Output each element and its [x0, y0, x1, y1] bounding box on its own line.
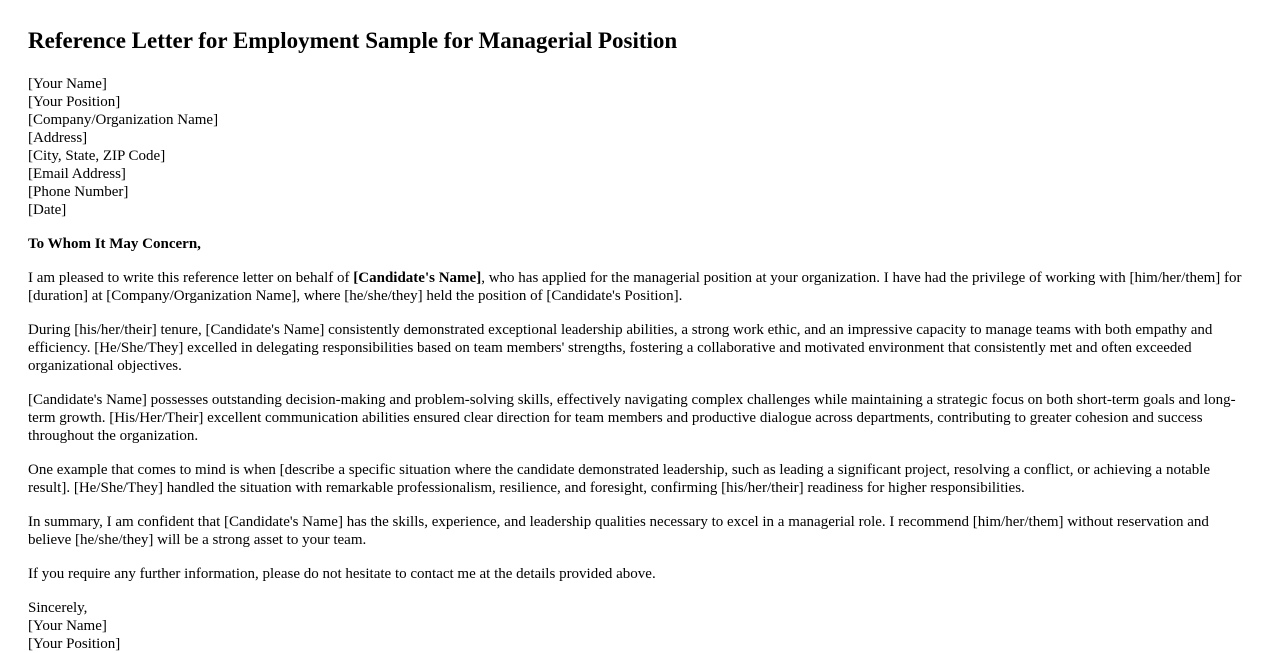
body-paragraph-example: One example that comes to mind is when [describe a specific situation where the candidate demonstrated leadership, such as leading a significant project, resolving a conflict, or achieving a notable result]. [He/She/They] handled the situation with remarkable professionalism, resilience, and foresight, confirming [his/her/their] readiness for higher responsibilities. — [28, 462, 1211, 496]
candidate-name-bold: [Candidate's Name] — [353, 270, 482, 286]
page-title: Reference Letter for Employment Sample for Managerial Position — [28, 28, 678, 53]
sender-email: [Email Address] — [28, 166, 126, 182]
intro-text-after: , who has applied for the managerial position at your organization. I have had the privilege of working with [him/her/them] for [duration] at [Company/Organization Name], where [he/she/they] held the position of [Candidate's Position]. — [28, 270, 1242, 304]
sender-city-state-zip: [City, State, ZIP Code] — [28, 148, 166, 164]
letter-date: [Date] — [28, 202, 67, 218]
sender-address: [Address] — [28, 130, 88, 146]
body-paragraph-tenure: During [his/her/their] tenure, [Candidate's Name] consistently demonstrated exceptional leadership abilities, a strong work ethic, and an impressive capacity to manage teams with both empathy and efficiency. [He/She/They] excelled in delegating responsibilities based on team members' strengths, fostering a collaborative and motivated environment that consistently met and often exceeded organizational objectives. — [28, 322, 1213, 374]
closing-name: [Your Name] — [28, 618, 107, 634]
sender-phone: [Phone Number] — [28, 184, 129, 200]
sender-position: [Your Position] — [28, 94, 121, 110]
sender-name: [Your Name] — [28, 76, 107, 92]
sender-block — [28, 75, 1250, 219]
intro-paragraph — [28, 269, 1250, 305]
body-paragraph-contact: If you require any further information, please do not hesitate to contact me at the details provided above. — [28, 566, 656, 582]
intro-text-before: I am pleased to write this reference letter on behalf of — [28, 270, 354, 286]
salutation: To Whom It May Concern, — [28, 236, 201, 252]
sender-company: [Company/Organization Name] — [28, 112, 219, 128]
closing-position: [Your Position] — [28, 636, 121, 652]
body-paragraph-skills: [Candidate's Name] possesses outstanding decision-making and problem-solving skills, effectively navigating complex challenges while maintaining a strategic focus on both short-term goals and long-term growth. [His/Her/Their] excellent communication abilities ensured clear direction for team members and productive dialogue across departments, contributing to greater cohesion and success throughout the organization. — [28, 392, 1236, 444]
body-paragraph-summary: In summary, I am confident that [Candidate's Name] has the skills, experience, and leadership qualities necessary to excel in a managerial role. I recommend [him/her/them] without reservation and believe [he/she/they] will be a strong asset to your team. — [28, 514, 1209, 548]
closing-block — [28, 599, 1250, 653]
closing-sincerely: Sincerely, — [28, 600, 88, 616]
